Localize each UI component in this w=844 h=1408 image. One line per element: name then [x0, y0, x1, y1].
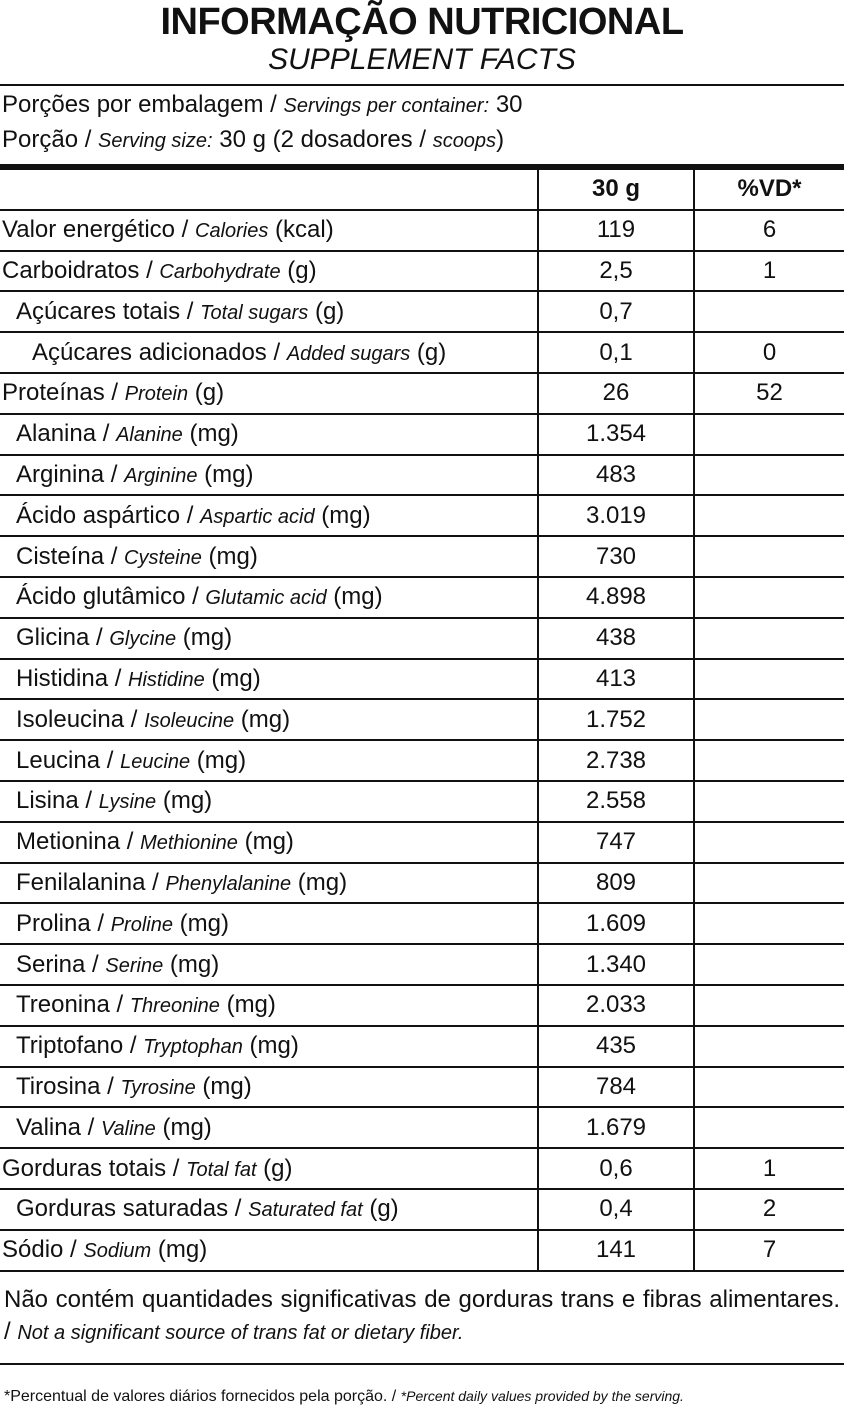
- nutrient-unit: (mg): [326, 583, 383, 611]
- footnote-en: *Percent daily values provided by the serving.: [400, 1387, 684, 1404]
- table-row: [0, 414, 844, 455]
- nutrient-name-en: Total sugars: [200, 301, 309, 324]
- nutrient-name-en: Glycine: [109, 628, 177, 651]
- nutrient-amount: 119: [538, 210, 694, 251]
- nutrient-name: [0, 536, 538, 577]
- nutrient-name-pt: Serina /: [16, 950, 106, 978]
- nutrient-name: [0, 455, 538, 496]
- nutrient-name-pt: Cisteína /: [16, 542, 125, 570]
- footnote: [0, 1365, 844, 1408]
- nutrient-name-en: Saturated fat: [248, 1199, 363, 1222]
- nutrient-name-pt: Ácido aspártico /: [16, 501, 201, 529]
- nutrient-name-pt: Valor energético /: [2, 216, 195, 244]
- table-row: [0, 332, 844, 373]
- nutrient-daily-value: [694, 577, 844, 618]
- nutrient-name-pt: Fenilalanina /: [16, 868, 166, 896]
- nutrient-name: [0, 1026, 538, 1067]
- nutrient-name-pt: Glicina /: [16, 624, 110, 652]
- nutrient-name: [0, 251, 538, 292]
- nutrient-daily-value: [694, 618, 844, 659]
- nutrient-daily-value: [694, 903, 844, 944]
- nutrient-name-en: Serine: [105, 954, 164, 977]
- serving-size-pt: Porção /: [2, 126, 99, 153]
- nutrient-name-en: Glutamic acid: [205, 587, 327, 610]
- table-row: [0, 536, 844, 577]
- nutrient-name-en: Histidine: [128, 668, 205, 691]
- nutrient-name-pt: Histidina /: [16, 664, 129, 692]
- nutrient-name: [0, 577, 538, 618]
- nutrient-unit: (g): [256, 1154, 293, 1182]
- nutrient-daily-value: [694, 495, 844, 536]
- nutrient-daily-value: [694, 740, 844, 781]
- nutrient-amount: 1.679: [538, 1107, 694, 1148]
- nutrient-amount: 1.609: [538, 903, 694, 944]
- nutrient-amount: 809: [538, 863, 694, 904]
- table-row: [0, 903, 844, 944]
- table-row: [0, 210, 844, 251]
- nutrient-daily-value: [694, 863, 844, 904]
- nutrient-daily-value: 7: [694, 1230, 844, 1271]
- serving-size-scoops: scoops: [432, 130, 497, 152]
- nutrient-unit: (mg): [201, 542, 258, 570]
- nutrient-amount: 0,4: [538, 1189, 694, 1230]
- nutrient-name-en: Leucine: [120, 750, 191, 773]
- nutrient-daily-value: 2: [694, 1189, 844, 1230]
- nutrient-unit: (g): [410, 338, 447, 366]
- serving-size-value: 30 g (2 dosadores /: [212, 126, 433, 153]
- nutrient-daily-value: [694, 455, 844, 496]
- nutrient-name-en: Calories: [195, 220, 269, 243]
- nutrient-name-pt: Valina /: [16, 1113, 101, 1141]
- table-row: [0, 1026, 844, 1067]
- nutrient-unit: (mg): [234, 705, 291, 733]
- nutrient-name: [0, 1230, 538, 1271]
- nutrient-name-en: Alanine: [116, 424, 183, 447]
- nutrient-unit: (mg): [291, 868, 348, 896]
- nutrient-name-pt: Triptofano /: [16, 1032, 144, 1060]
- disclaimer-note-pt: Não contém quantidades significativas de gorduras trans e fibras alimentares. /: [4, 1285, 840, 1345]
- nutrient-name-pt: Gorduras totais /: [2, 1154, 187, 1182]
- nutrient-amount: 483: [538, 455, 694, 496]
- nutrient-unit: (mg): [195, 1072, 252, 1100]
- nutrient-name-en: Isoleucine: [144, 709, 235, 732]
- nutrient-name: [0, 781, 538, 822]
- nutrient-unit: (g): [280, 256, 317, 284]
- nutrient-name: [0, 291, 538, 332]
- nutrient-name-pt: Açúcares adicionados /: [32, 338, 287, 366]
- nutrient-amount: 4.898: [538, 577, 694, 618]
- disclaimer-note-en: Not a significant source of trans fat or dietary fiber.: [17, 1321, 464, 1344]
- nutrient-daily-value: 52: [694, 373, 844, 414]
- table-row: [0, 495, 844, 536]
- nutrient-amount: 141: [538, 1230, 694, 1271]
- table-row: [0, 985, 844, 1026]
- nutrient-name-pt: Treonina /: [16, 991, 130, 1019]
- nutrient-name-pt: Açúcares totais /: [16, 297, 201, 325]
- nutrient-name-pt: Isoleucina /: [16, 705, 145, 733]
- servings-per-container: [0, 88, 844, 123]
- nutrient-name: [0, 618, 538, 659]
- nutrient-unit: (mg): [176, 624, 233, 652]
- nutrient-unit: (mg): [237, 828, 294, 856]
- nutrient-amount: 2.558: [538, 781, 694, 822]
- nutrient-unit: (g): [362, 1195, 399, 1223]
- nutrient-amount: 26: [538, 373, 694, 414]
- nutrient-name: [0, 740, 538, 781]
- table-row: [0, 659, 844, 700]
- table-row: [0, 1107, 844, 1148]
- nutrient-daily-value: [694, 659, 844, 700]
- nutrient-amount: 1.354: [538, 414, 694, 455]
- header-amount: 30 g: [538, 170, 694, 210]
- servings-per-container-pt: Porções por embalagem /: [2, 91, 284, 118]
- nutrient-daily-value: [694, 1026, 844, 1067]
- nutrient-name-pt: Alanina /: [16, 420, 117, 448]
- nutrient-daily-value: [694, 699, 844, 740]
- nutrient-name-en: Proline: [110, 913, 173, 936]
- nutrient-name: [0, 944, 538, 985]
- nutrient-unit: (mg): [156, 787, 213, 815]
- table-row: [0, 781, 844, 822]
- nutrient-amount: 2.033: [538, 985, 694, 1026]
- nutrient-unit: (mg): [314, 501, 371, 529]
- nutrient-daily-value: [694, 1107, 844, 1148]
- nutrient-name-en: Total fat: [186, 1158, 257, 1181]
- nutrient-name-pt: Proteínas /: [2, 379, 125, 407]
- table-row: [0, 455, 844, 496]
- table-row: [0, 699, 844, 740]
- nutrition-table: [0, 170, 844, 1272]
- nutrient-daily-value: 1: [694, 251, 844, 292]
- nutrient-name: [0, 210, 538, 251]
- table-row: [0, 1230, 844, 1271]
- nutrient-name-en: Aspartic acid: [200, 505, 315, 528]
- label-subtitle: SUPPLEMENT FACTS: [268, 43, 576, 76]
- label-title: INFORMAÇÃO NUTRICIONAL: [160, 1, 684, 43]
- table-row: [0, 1148, 844, 1189]
- nutrient-unit: (mg): [163, 950, 220, 978]
- servings-per-container-value: 30: [489, 91, 523, 118]
- nutrient-name-en: Methionine: [140, 832, 238, 855]
- nutrient-name: [0, 699, 538, 740]
- nutrient-amount: 0,7: [538, 291, 694, 332]
- nutrient-name-en: Carbohydrate: [159, 260, 281, 283]
- nutrient-daily-value: [694, 291, 844, 332]
- nutrient-name: [0, 332, 538, 373]
- nutrient-name-pt: Carboidratos /: [2, 256, 160, 284]
- table-row: [0, 373, 844, 414]
- nutrient-name: [0, 373, 538, 414]
- table-row: [0, 577, 844, 618]
- nutrient-unit: (mg): [172, 909, 229, 937]
- nutrient-name-en: Tyrosine: [120, 1076, 196, 1099]
- nutrient-name-pt: Tirosina /: [16, 1072, 121, 1100]
- nutrient-name: [0, 985, 538, 1026]
- nutrient-amount: 3.019: [538, 495, 694, 536]
- nutrient-name-pt: Lisina /: [16, 787, 99, 815]
- nutrient-name: [0, 903, 538, 944]
- nutrient-unit: (mg): [242, 1032, 299, 1060]
- nutrient-amount: 1.752: [538, 699, 694, 740]
- table-row: [0, 863, 844, 904]
- serving-size-close: ): [496, 126, 505, 153]
- nutrient-name-en: Threonine: [129, 995, 220, 1018]
- nutrient-unit: (mg): [151, 1236, 208, 1264]
- nutrient-amount: 0,6: [538, 1148, 694, 1189]
- table-row: [0, 1189, 844, 1230]
- nutrient-unit: (mg): [204, 664, 261, 692]
- nutrient-name-pt: Prolina /: [16, 909, 111, 937]
- nutrient-unit: (mg): [182, 420, 239, 448]
- nutrient-name: [0, 1148, 538, 1189]
- table-row: [0, 291, 844, 332]
- nutrient-amount: 784: [538, 1067, 694, 1108]
- nutrient-name-en: Lysine: [98, 791, 157, 814]
- nutrient-amount: 413: [538, 659, 694, 700]
- header-daily-value: %VD*: [694, 170, 844, 210]
- nutrient-name: [0, 863, 538, 904]
- nutrient-daily-value: [694, 414, 844, 455]
- nutrient-amount: 2.738: [538, 740, 694, 781]
- servings-per-container-en: Servings per container:: [283, 95, 490, 117]
- nutrient-name-pt: Arginina /: [16, 460, 125, 488]
- nutrient-unit: (g): [308, 297, 345, 325]
- nutrient-unit: (mg): [197, 460, 254, 488]
- nutrient-daily-value: 0: [694, 332, 844, 373]
- nutrient-daily-value: 6: [694, 210, 844, 251]
- nutrient-daily-value: [694, 985, 844, 1026]
- table-row: [0, 618, 844, 659]
- table-row: [0, 1067, 844, 1108]
- nutrient-name: [0, 1189, 538, 1230]
- nutrient-name-en: Tryptophan: [143, 1036, 243, 1059]
- nutrient-name-en: Arginine: [124, 464, 198, 487]
- nutrient-daily-value: 1: [694, 1148, 844, 1189]
- table-header-row: [0, 170, 844, 210]
- nutrient-name-pt: Gorduras saturadas /: [16, 1195, 249, 1223]
- serving-size: [0, 123, 844, 158]
- nutrient-unit: (mg): [155, 1113, 212, 1141]
- nutrient-name-en: Valine: [100, 1117, 156, 1140]
- divider: [0, 84, 844, 86]
- nutrient-name-en: Phenylalanine: [165, 872, 292, 895]
- nutrient-unit: (g): [188, 379, 225, 407]
- nutrient-name-en: Cysteine: [124, 546, 202, 569]
- nutrient-amount: 2,5: [538, 251, 694, 292]
- nutrient-amount: 730: [538, 536, 694, 577]
- nutrient-name-pt: Metionina /: [16, 828, 141, 856]
- nutrient-name-pt: Sódio /: [2, 1236, 84, 1264]
- nutrient-name: [0, 1107, 538, 1148]
- nutrient-unit: (mg): [219, 991, 276, 1019]
- nutrient-name: [0, 1067, 538, 1108]
- table-row: [0, 251, 844, 292]
- nutrient-daily-value: [694, 781, 844, 822]
- nutrient-amount: 0,1: [538, 332, 694, 373]
- nutrient-name: [0, 414, 538, 455]
- footnote-pt: *Percentual de valores diários fornecidos pela porção. /: [4, 1387, 401, 1405]
- nutrient-daily-value: [694, 944, 844, 985]
- nutrient-daily-value: [694, 822, 844, 863]
- nutrient-name-pt: Leucina /: [16, 746, 121, 774]
- nutrient-unit: (mg): [190, 746, 247, 774]
- nutrient-name-en: Sodium: [83, 1240, 152, 1263]
- nutrient-name: [0, 822, 538, 863]
- nutrient-unit: (kcal): [268, 216, 334, 244]
- nutrient-name: [0, 659, 538, 700]
- header-blank: [0, 170, 538, 210]
- nutrient-daily-value: [694, 536, 844, 577]
- table-row: [0, 822, 844, 863]
- nutrient-name: [0, 495, 538, 536]
- table-row: [0, 740, 844, 781]
- disclaimer-note: [0, 1272, 844, 1349]
- serving-size-en: Serving size:: [98, 130, 213, 152]
- nutrient-name-en: Protein: [124, 383, 189, 406]
- nutrient-amount: 438: [538, 618, 694, 659]
- nutrient-name-pt: Ácido glutâmico /: [16, 583, 206, 611]
- nutrient-name-en: Added sugars: [286, 342, 411, 365]
- nutrient-daily-value: [694, 1067, 844, 1108]
- nutrient-amount: 1.340: [538, 944, 694, 985]
- table-row: [0, 944, 844, 985]
- nutrient-amount: 747: [538, 822, 694, 863]
- nutrient-amount: 435: [538, 1026, 694, 1067]
